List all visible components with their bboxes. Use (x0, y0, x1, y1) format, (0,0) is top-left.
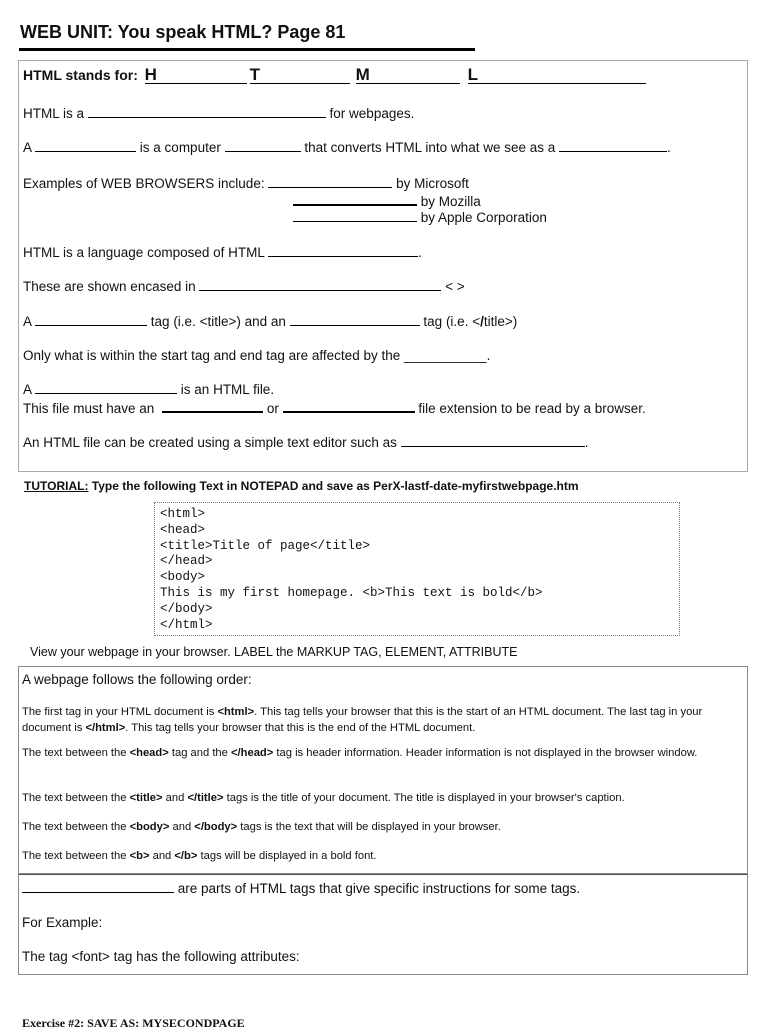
question-browser (23, 139, 671, 155)
answer-blank (283, 399, 415, 413)
code-line: <body> (160, 570, 206, 585)
answer-blank (268, 244, 418, 257)
q-text: HTML is a language composed of HTML (23, 245, 265, 260)
question-affected: Only what is within the start tag and end tag are affected by the ___________. (23, 348, 491, 363)
answer-blank (293, 209, 417, 222)
q-text: . (584, 435, 589, 450)
q-text: is an HTML file. (180, 382, 275, 397)
question-editor (23, 434, 588, 450)
attributes-box (18, 874, 748, 975)
order-heading: A webpage follows the following order: (22, 672, 252, 687)
order-paragraph: The text between the <body> and </body> tags is the text that will be displayed in your browser. (22, 821, 501, 833)
q-text: that converts HTML into what we see as a (304, 140, 556, 155)
page-title: WEB UNIT: You speak HTML? Page 81 (20, 22, 346, 42)
q-text: for webpages. (329, 106, 415, 121)
q-text: file extension to be read by a browser. (418, 401, 646, 416)
q-text: or (266, 401, 279, 416)
question-extension (23, 399, 646, 416)
answer-blank (225, 139, 301, 152)
attributes-example-label: For Example: (22, 915, 103, 930)
view-instruction: View your webpage in your browser. LABEL the MARKUP TAG, ELEMENT, ATTRIBUTE (30, 645, 518, 659)
q-text: An HTML file can be created using a simple text editor such as (23, 435, 397, 450)
attributes-font-tag: The tag <font> tag has the following attributes: (22, 949, 300, 964)
order-paragraph: The text between the <title> and </title> tags is the title of your document. The title is displayed in your browser's caption. (22, 792, 625, 804)
question-language (23, 244, 422, 260)
code-line: <head> (160, 522, 206, 537)
code-line: </body> (160, 601, 213, 616)
code-line: <title>Title of page</title> (160, 538, 371, 553)
stands-for-row (23, 67, 646, 84)
answer-blank (199, 278, 441, 291)
tutorial-text: Type the following Text in NOTEPAD and save as PerX-lastf-date-myfirstwebpage.htm (88, 479, 579, 493)
stands-for-label: HTML stands for: (23, 67, 138, 83)
q-text: tag (i.e. <title>) and an (150, 314, 286, 329)
exercise-heading: Exercise #2: SAVE AS: MYSECONDPAGE (22, 1016, 245, 1030)
letter-h: H (145, 67, 247, 84)
answer-blank (290, 313, 420, 326)
letter-l: L (468, 67, 646, 84)
q-text: . (418, 245, 422, 260)
answer-blank (401, 434, 585, 447)
q-text: This file must have an (23, 401, 155, 416)
question-encased (23, 278, 465, 294)
answer-blank (559, 139, 667, 152)
q-text: title>) (483, 314, 518, 329)
browser-vendor: by Microsoft (396, 176, 469, 191)
q-text: Examples of WEB BROWSERS include: (23, 176, 265, 191)
q-text: is a computer (139, 140, 221, 155)
letter-t: T (250, 67, 350, 84)
answer-blank (22, 880, 174, 893)
order-paragraph: The text between the <head> tag and the </head> tag is header information. Header information is not displayed in the browser window. (22, 747, 698, 759)
question-html-is-a (23, 105, 414, 121)
q-text: A (23, 140, 32, 155)
q-text: . (667, 140, 671, 155)
answer-blank (88, 105, 326, 118)
answer-blank (35, 139, 136, 152)
order-paragraph: The text between the <b> and </b> tags will be displayed in a bold font. (22, 850, 377, 862)
webpage-order-box (18, 666, 748, 874)
q-text: These are shown encased in (23, 279, 196, 294)
tutorial-label: TUTORIAL: (24, 479, 89, 493)
code-line: <html> (160, 507, 206, 521)
q-text: are parts of HTML tags that give specific instructions for some tags. (177, 881, 581, 896)
q-text: HTML is a (23, 106, 85, 121)
q-text: A (23, 382, 32, 397)
code-line: This is my first homepage. <b>This text is bold</b> (160, 585, 543, 600)
question-tags (23, 313, 517, 329)
answer-blank (293, 192, 417, 206)
code-sample (154, 502, 680, 636)
question-examples-3 (293, 209, 547, 225)
tutorial-instruction (24, 479, 579, 493)
answer-blank (35, 313, 147, 326)
q-text: tag (i.e. < (423, 314, 481, 329)
question-file (23, 381, 274, 397)
letter-m: M (356, 67, 460, 84)
browser-vendor: by Apple Corporation (420, 210, 547, 225)
answer-blank (35, 381, 177, 394)
worksheet-box (18, 60, 748, 472)
q-text: A (23, 314, 32, 329)
answer-blank (162, 399, 263, 413)
browser-vendor: by Mozilla (420, 194, 481, 209)
answer-blank (268, 175, 392, 188)
order-paragraph: The first tag in your HTML document is <html>. This tag tells your browser that this is the start of an HTML document. The last tag in your document is </html>. This tag tells your browser that this is the end of the HTML document. (22, 706, 703, 734)
title-underline (19, 48, 475, 51)
code-line: </html> (160, 617, 213, 632)
question-examples-2 (293, 192, 481, 209)
q-text: / (480, 314, 484, 329)
attributes-definition (22, 880, 580, 896)
code-line: </head> (160, 554, 213, 569)
q-text: < > (445, 279, 465, 294)
question-examples (23, 175, 469, 191)
